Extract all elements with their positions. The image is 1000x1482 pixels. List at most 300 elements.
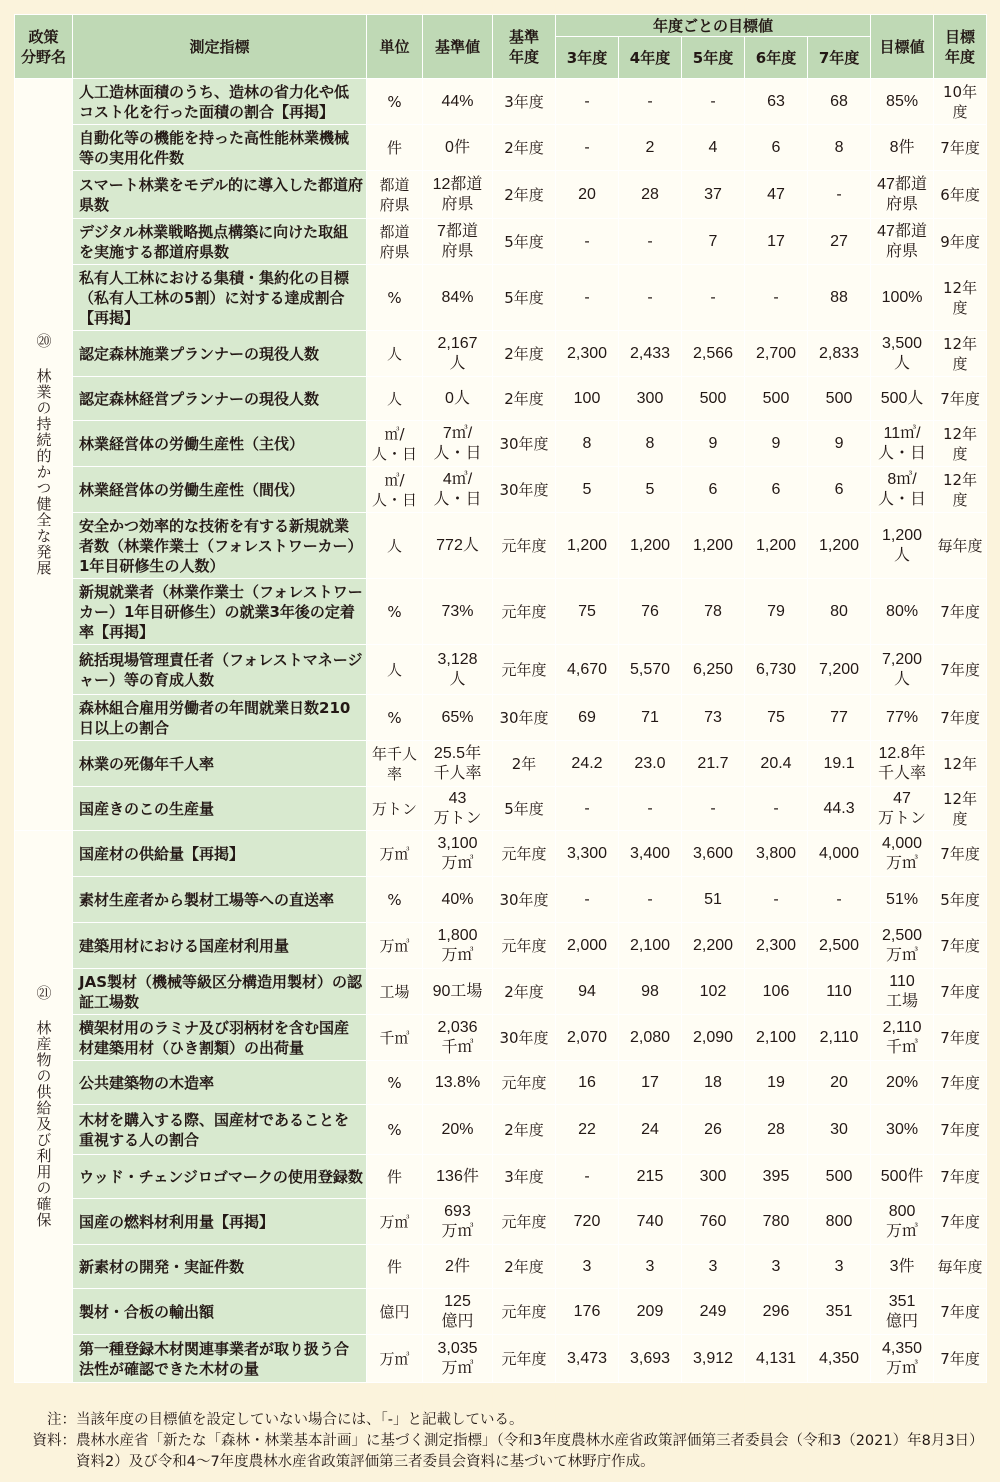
target-value-cell: 80% — [871, 579, 934, 645]
indicator-name: スマート林業をモデル的に導入した都道府県数 — [73, 171, 367, 219]
annual-target-cell: 3 — [682, 1245, 745, 1289]
base-value-cell: 0人 — [423, 377, 493, 421]
annual-target-cell: 215 — [619, 1155, 682, 1199]
annual-target-cell: 300 — [682, 1155, 745, 1199]
target-year-cell: 12年度 — [934, 467, 987, 513]
annual-target-cell: 9 — [682, 421, 745, 467]
target-year-cell: 7年度 — [934, 1015, 987, 1061]
table-row — [15, 1015, 987, 1061]
annual-target-cell: 21.7 — [682, 741, 745, 787]
base-year-cell: 元年度 — [493, 923, 556, 969]
annual-target-cell: 2,110 — [808, 1015, 871, 1061]
annual-target-cell: 78 — [682, 579, 745, 645]
annual-target-cell: - — [556, 219, 619, 265]
unit-cell: 万㎥ — [367, 1199, 423, 1245]
unit-cell: 人 — [367, 645, 423, 695]
table-row — [15, 741, 987, 787]
annual-target-cell: - — [556, 787, 619, 831]
base-value-cell: 43 万トン — [423, 787, 493, 831]
target-year-cell: 5年度 — [934, 877, 987, 923]
annual-target-cell: 73 — [682, 695, 745, 741]
annual-target-cell: - — [556, 125, 619, 171]
annual-target-cell: 8 — [808, 125, 871, 171]
unit-cell: 都道 府県 — [367, 219, 423, 265]
base-year-cell: 30年度 — [493, 421, 556, 467]
header-base-year: 基準 年度 — [493, 15, 556, 79]
indicator-name: 認定森林経営プランナーの現役人数 — [73, 377, 367, 421]
annual-target-cell: 63 — [745, 79, 808, 125]
annual-target-cell: 9 — [808, 421, 871, 467]
target-year-cell: 7年度 — [934, 969, 987, 1015]
target-value-cell: 2,110 千㎥ — [871, 1015, 934, 1061]
table-row — [15, 923, 987, 969]
annual-target-cell: 6,250 — [682, 645, 745, 695]
annual-target-cell: 500 — [745, 377, 808, 421]
base-year-cell: 2年度 — [493, 125, 556, 171]
source-row — [14, 1431, 986, 1473]
base-year-cell: 2年度 — [493, 1245, 556, 1289]
header-target-year: 目標 年度 — [934, 15, 987, 79]
annual-target-cell: 2,000 — [556, 923, 619, 969]
base-year-cell: 2年度 — [493, 1105, 556, 1155]
base-year-cell: 元年度 — [493, 1061, 556, 1105]
annual-target-cell: 5 — [556, 467, 619, 513]
annual-target-cell: 16 — [556, 1061, 619, 1105]
annual-target-cell: 2,200 — [682, 923, 745, 969]
annual-target-cell: 17 — [745, 219, 808, 265]
annual-target-cell: 2,070 — [556, 1015, 619, 1061]
base-value-cell: 4㎥/ 人・日 — [423, 467, 493, 513]
annual-target-cell: 3,912 — [682, 1335, 745, 1383]
note-label: 注： — [47, 1412, 76, 1428]
target-year-cell: 7年度 — [934, 923, 987, 969]
annual-target-cell: 3,300 — [556, 831, 619, 877]
target-value-cell: 47 万トン — [871, 787, 934, 831]
annual-target-cell: 20 — [556, 171, 619, 219]
annual-target-cell: 75 — [745, 695, 808, 741]
base-year-cell: 元年度 — [493, 1335, 556, 1383]
target-year-cell: 10年度 — [934, 79, 987, 125]
base-year-cell: 元年度 — [493, 831, 556, 877]
annual-target-cell: 5,570 — [619, 645, 682, 695]
header-field: 政策 分野名 — [15, 15, 73, 79]
annual-target-cell: 300 — [619, 377, 682, 421]
indicator-name: 国産きのこの生産量 — [73, 787, 367, 831]
indicator-name: 安全かつ効率的な技術を有する新規就業者数（林業作業士（フォレストワーカー）1年目研修生の人数） — [73, 513, 367, 579]
base-year-cell: 2年度 — [493, 377, 556, 421]
annual-target-cell: - — [556, 79, 619, 125]
base-year-cell: 5年度 — [493, 787, 556, 831]
target-year-cell: 12年 — [934, 741, 987, 787]
base-year-cell: 30年度 — [493, 467, 556, 513]
target-value-cell: 47都道 府県 — [871, 219, 934, 265]
target-value-cell: 51% — [871, 877, 934, 923]
table-row — [15, 171, 987, 219]
annual-target-cell: 1,200 — [745, 513, 808, 579]
annual-target-cell: 3,600 — [682, 831, 745, 877]
annual-target-cell: - — [556, 265, 619, 331]
annual-target-cell: 800 — [808, 1199, 871, 1245]
base-year-cell: 30年度 — [493, 1015, 556, 1061]
table-row — [15, 1289, 987, 1335]
indicator-name: 人工造林面積のうち、造林の省力化や低コスト化を行った面積の割合【再掲】 — [73, 79, 367, 125]
annual-target-cell: 106 — [745, 969, 808, 1015]
target-value-cell: 100% — [871, 265, 934, 331]
annual-target-cell: 37 — [682, 171, 745, 219]
unit-cell: 千㎥ — [367, 1015, 423, 1061]
annual-target-cell: 28 — [619, 171, 682, 219]
base-value-cell: 2件 — [423, 1245, 493, 1289]
table-row — [15, 125, 987, 171]
annual-target-cell: 2,500 — [808, 923, 871, 969]
annual-target-cell: - — [682, 79, 745, 125]
unit-cell: % — [367, 265, 423, 331]
annual-target-cell: 102 — [682, 969, 745, 1015]
unit-cell: ㎥/ 人・日 — [367, 421, 423, 467]
annual-target-cell: 2,433 — [619, 331, 682, 377]
base-value-cell: 84% — [423, 265, 493, 331]
indicator-name: JAS製材（機械等級区分構造用製材）の認証工場数 — [73, 969, 367, 1015]
annual-target-cell: 7,200 — [808, 645, 871, 695]
target-year-cell: 毎年度 — [934, 1245, 987, 1289]
annual-target-cell: 3,473 — [556, 1335, 619, 1383]
annual-target-cell: - — [619, 877, 682, 923]
target-year-cell: 12年度 — [934, 331, 987, 377]
unit-cell: 万トン — [367, 787, 423, 831]
annual-target-cell: 4,350 — [808, 1335, 871, 1383]
unit-cell: % — [367, 877, 423, 923]
target-year-cell: 6年度 — [934, 171, 987, 219]
annual-target-cell: - — [682, 265, 745, 331]
annual-target-cell: 71 — [619, 695, 682, 741]
base-year-cell: 元年度 — [493, 645, 556, 695]
table-row — [15, 1061, 987, 1105]
target-year-cell: 7年度 — [934, 1335, 987, 1383]
table-row — [15, 265, 987, 331]
unit-cell: % — [367, 695, 423, 741]
annual-target-cell: 20.4 — [745, 741, 808, 787]
target-year-cell: 12年度 — [934, 787, 987, 831]
annual-target-cell: - — [808, 171, 871, 219]
base-value-cell: 136件 — [423, 1155, 493, 1199]
table-row — [15, 1245, 987, 1289]
annual-target-cell: 3,400 — [619, 831, 682, 877]
annual-target-cell: 3 — [619, 1245, 682, 1289]
annual-target-cell: 3 — [808, 1245, 871, 1289]
annual-target-cell: 6,730 — [745, 645, 808, 695]
annual-target-cell: 4,670 — [556, 645, 619, 695]
annual-target-cell: - — [619, 265, 682, 331]
table-row — [15, 877, 987, 923]
target-year-cell: 12年度 — [934, 265, 987, 331]
base-year-cell: 元年度 — [493, 1289, 556, 1335]
annual-target-cell: 720 — [556, 1199, 619, 1245]
annual-target-cell: 2,100 — [619, 923, 682, 969]
unit-cell: 年千人 率 — [367, 741, 423, 787]
table-row — [15, 645, 987, 695]
annual-target-cell: - — [808, 877, 871, 923]
source-text: 農林水産省「新たな「森林・林業基本計画」に基づく測定指標」（令和3年度農林水産省政策評価第三者委員会（令和3（2021）年8月3日）資料2）及び令和4～7年度農林水産省政策評価第三者委員会資料に基づいて林野庁作成。 — [76, 1433, 984, 1470]
annual-target-cell: 1,200 — [556, 513, 619, 579]
annual-target-cell: 44.3 — [808, 787, 871, 831]
policy-field-cell — [15, 831, 73, 1383]
annual-target-cell: 3 — [745, 1245, 808, 1289]
target-year-cell: 7年度 — [934, 695, 987, 741]
annual-target-cell: - — [556, 877, 619, 923]
annual-target-cell: 80 — [808, 579, 871, 645]
indicator-name: 林業経営体の労働生産性（間伐） — [73, 467, 367, 513]
annual-target-cell: - — [556, 1155, 619, 1199]
header-indicator: 測定指標 — [73, 15, 367, 79]
base-value-cell: 125 億円 — [423, 1289, 493, 1335]
indicator-name: 公共建築物の木造率 — [73, 1061, 367, 1105]
annual-target-cell: 2,700 — [745, 331, 808, 377]
unit-cell: % — [367, 79, 423, 125]
header-base-value: 基準値 — [423, 15, 493, 79]
annual-target-cell: - — [745, 265, 808, 331]
table-row — [15, 79, 987, 125]
table-row — [15, 579, 987, 645]
annual-target-cell: 780 — [745, 1199, 808, 1245]
unit-cell: 件 — [367, 125, 423, 171]
annual-target-cell: 110 — [808, 969, 871, 1015]
base-value-cell: 2,036 千㎥ — [423, 1015, 493, 1061]
header-year-7: 7年度 — [808, 37, 871, 79]
target-year-cell: 9年度 — [934, 219, 987, 265]
indicator-name: 国産の燃料材利用量【再掲】 — [73, 1199, 367, 1245]
indicator-name: 製材・合板の輸出額 — [73, 1289, 367, 1335]
annual-target-cell: 88 — [808, 265, 871, 331]
target-value-cell: 12.8年 千人率 — [871, 741, 934, 787]
base-value-cell: 772人 — [423, 513, 493, 579]
base-value-cell: 0件 — [423, 125, 493, 171]
annual-target-cell: - — [619, 219, 682, 265]
table-row — [15, 331, 987, 377]
unit-cell: 億円 — [367, 1289, 423, 1335]
annual-target-cell: 19 — [745, 1061, 808, 1105]
target-year-cell: 7年度 — [934, 1289, 987, 1335]
annual-target-cell: 1,200 — [682, 513, 745, 579]
base-year-cell: 元年度 — [493, 1199, 556, 1245]
base-year-cell: 5年度 — [493, 219, 556, 265]
indicator-name: 新素材の開発・実証件数 — [73, 1245, 367, 1289]
unit-cell: 件 — [367, 1155, 423, 1199]
annual-target-cell: 500 — [808, 377, 871, 421]
target-value-cell: 7,200 人 — [871, 645, 934, 695]
base-value-cell: 12都道 府県 — [423, 171, 493, 219]
annual-target-cell: 1,200 — [619, 513, 682, 579]
indicator-name: 林業経営体の労働生産性（主伐） — [73, 421, 367, 467]
table-row — [15, 467, 987, 513]
unit-cell: 万㎥ — [367, 1335, 423, 1383]
indicator-name: 木材を購入する際、国産材であることを重視する人の割合 — [73, 1105, 367, 1155]
note-text: 当該年度の目標値を設定していない場合には、「-」と記載している。 — [76, 1412, 524, 1428]
annual-target-cell: 100 — [556, 377, 619, 421]
indicator-name: ウッド・チェンジロゴマークの使用登録数 — [73, 1155, 367, 1199]
annual-target-cell: 23.0 — [619, 741, 682, 787]
annual-target-cell: 6 — [808, 467, 871, 513]
target-value-cell: 500人 — [871, 377, 934, 421]
annual-target-cell: 500 — [682, 377, 745, 421]
indicator-name: 第一種登録木材関連事業者が取り扱う合法性が確認できた木材の量 — [73, 1335, 367, 1383]
indicator-table-body — [15, 79, 987, 1383]
annual-target-cell: 2,833 — [808, 331, 871, 377]
unit-cell: ㎥/ 人・日 — [367, 467, 423, 513]
annual-target-cell: 351 — [808, 1289, 871, 1335]
annual-target-cell: 740 — [619, 1199, 682, 1245]
target-year-cell: 7年度 — [934, 579, 987, 645]
base-value-cell: 73% — [423, 579, 493, 645]
table-row — [15, 969, 987, 1015]
annual-target-cell: 94 — [556, 969, 619, 1015]
annual-target-cell: 2,100 — [745, 1015, 808, 1061]
base-year-cell: 3年度 — [493, 1155, 556, 1199]
indicator-name: 認定森林施業プランナーの現役人数 — [73, 331, 367, 377]
indicator-name: 林業の死傷年千人率 — [73, 741, 367, 787]
annual-target-cell: 20 — [808, 1061, 871, 1105]
annual-target-cell: 79 — [745, 579, 808, 645]
base-year-cell: 3年度 — [493, 79, 556, 125]
annual-target-cell: 98 — [619, 969, 682, 1015]
annual-target-cell: 1,200 — [808, 513, 871, 579]
annual-target-cell: 8 — [619, 421, 682, 467]
annual-target-cell: 9 — [745, 421, 808, 467]
annual-target-cell: 395 — [745, 1155, 808, 1199]
target-year-cell: 毎年度 — [934, 513, 987, 579]
base-value-cell: 2,167 人 — [423, 331, 493, 377]
annual-target-cell: 500 — [808, 1155, 871, 1199]
annual-target-cell: 7 — [682, 219, 745, 265]
base-value-cell: 7㎥/ 人・日 — [423, 421, 493, 467]
annual-target-cell: - — [745, 877, 808, 923]
indicator-name: 建築用材における国産材利用量 — [73, 923, 367, 969]
target-value-cell: 8件 — [871, 125, 934, 171]
annual-target-cell: 2,300 — [745, 923, 808, 969]
target-value-cell: 500件 — [871, 1155, 934, 1199]
annual-target-cell: - — [619, 79, 682, 125]
policy-field-cell — [15, 79, 73, 831]
base-value-cell: 1,800 万㎥ — [423, 923, 493, 969]
annual-target-cell: 3,800 — [745, 831, 808, 877]
target-value-cell: 8㎥/ 人・日 — [871, 467, 934, 513]
base-year-cell: 5年度 — [493, 265, 556, 331]
header-year-4: 4年度 — [619, 37, 682, 79]
base-year-cell: 30年度 — [493, 695, 556, 741]
unit-cell: 人 — [367, 513, 423, 579]
annual-target-cell: 19.1 — [808, 741, 871, 787]
base-value-cell: 3,128 人 — [423, 645, 493, 695]
annual-target-cell: 75 — [556, 579, 619, 645]
target-value-cell: 3件 — [871, 1245, 934, 1289]
target-year-cell: 12年度 — [934, 421, 987, 467]
base-value-cell: 7都道 府県 — [423, 219, 493, 265]
annual-target-cell: 26 — [682, 1105, 745, 1155]
base-value-cell: 13.8% — [423, 1061, 493, 1105]
annual-target-cell: 47 — [745, 171, 808, 219]
base-value-cell: 40% — [423, 877, 493, 923]
indicator-name: 自動化等の機能を持った高性能林業機械等の実用化件数 — [73, 125, 367, 171]
indicator-name: 横架材用のラミナ及び羽柄材を含む国産材建築用材（ひき割類）の出荷量 — [73, 1015, 367, 1061]
base-year-cell: 30年度 — [493, 877, 556, 923]
unit-cell: 万㎥ — [367, 831, 423, 877]
table-row — [15, 219, 987, 265]
annual-target-cell: 6 — [682, 467, 745, 513]
target-value-cell: 30% — [871, 1105, 934, 1155]
header-unit: 単位 — [367, 15, 423, 79]
annual-target-cell: 4,131 — [745, 1335, 808, 1383]
annual-target-cell: 68 — [808, 79, 871, 125]
annual-target-cell: 176 — [556, 1289, 619, 1335]
base-value-cell: 3,035 万㎥ — [423, 1335, 493, 1383]
base-year-cell: 2年度 — [493, 969, 556, 1015]
indicator-name: 新規就業者（林業作業士（フォレストワーカー）1年目研修生）の就業3年後の定着率【再掲】 — [73, 579, 367, 645]
target-value-cell: 4,000 万㎥ — [871, 831, 934, 877]
base-value-cell: 25.5年 千人率 — [423, 741, 493, 787]
table-row — [15, 377, 987, 421]
header-target: 目標値 — [871, 15, 934, 79]
base-year-cell: 元年度 — [493, 579, 556, 645]
base-value-cell: 90工場 — [423, 969, 493, 1015]
base-value-cell: 693 万㎥ — [423, 1199, 493, 1245]
annual-target-cell: 3,693 — [619, 1335, 682, 1383]
annual-target-cell: 4 — [682, 125, 745, 171]
annual-target-cell: 2,566 — [682, 331, 745, 377]
table-row — [15, 1199, 987, 1245]
table-row — [15, 513, 987, 579]
annual-target-cell: 3 — [556, 1245, 619, 1289]
annual-target-cell: 24.2 — [556, 741, 619, 787]
target-value-cell: 20% — [871, 1061, 934, 1105]
base-year-cell: 2年度 — [493, 331, 556, 377]
target-value-cell: 85% — [871, 79, 934, 125]
annual-target-cell: 5 — [619, 467, 682, 513]
target-value-cell: 2,500 万㎥ — [871, 923, 934, 969]
target-value-cell: 110 工場 — [871, 969, 934, 1015]
annual-target-cell: - — [745, 787, 808, 831]
header-year-3: 3年度 — [556, 37, 619, 79]
target-year-cell: 7年度 — [934, 377, 987, 421]
target-year-cell: 7年度 — [934, 645, 987, 695]
annual-target-cell: 28 — [745, 1105, 808, 1155]
unit-cell: 都道 府県 — [367, 171, 423, 219]
base-value-cell: 65% — [423, 695, 493, 741]
annual-target-cell: 2,090 — [682, 1015, 745, 1061]
table-row — [15, 695, 987, 741]
unit-cell: % — [367, 1105, 423, 1155]
annual-target-cell: 17 — [619, 1061, 682, 1105]
indicator-name: 素材生産者から製材工場等への直送率 — [73, 877, 367, 923]
footnotes — [14, 1410, 986, 1473]
annual-target-cell: 296 — [745, 1289, 808, 1335]
source-label: 資料： — [32, 1433, 76, 1449]
unit-cell: 工場 — [367, 969, 423, 1015]
annual-target-cell: - — [619, 787, 682, 831]
base-value-cell: 3,100 万㎥ — [423, 831, 493, 877]
indicator-name: 国産材の供給量【再掲】 — [73, 831, 367, 877]
annual-target-cell: 24 — [619, 1105, 682, 1155]
indicator-table — [14, 14, 987, 1383]
annual-target-cell: 18 — [682, 1061, 745, 1105]
policy-field-name: ⑳ 林業の持続的かつ健全な発展 — [34, 333, 53, 576]
indicator-table-container — [14, 14, 986, 1383]
annual-target-cell: 2,300 — [556, 331, 619, 377]
target-value-cell: 11㎥/ 人・日 — [871, 421, 934, 467]
target-value-cell: 351 億円 — [871, 1289, 934, 1335]
header-annual-targets: 年度ごとの目標値 — [556, 15, 871, 37]
unit-cell: % — [367, 1061, 423, 1105]
target-year-cell: 7年度 — [934, 125, 987, 171]
annual-target-cell: 6 — [745, 467, 808, 513]
